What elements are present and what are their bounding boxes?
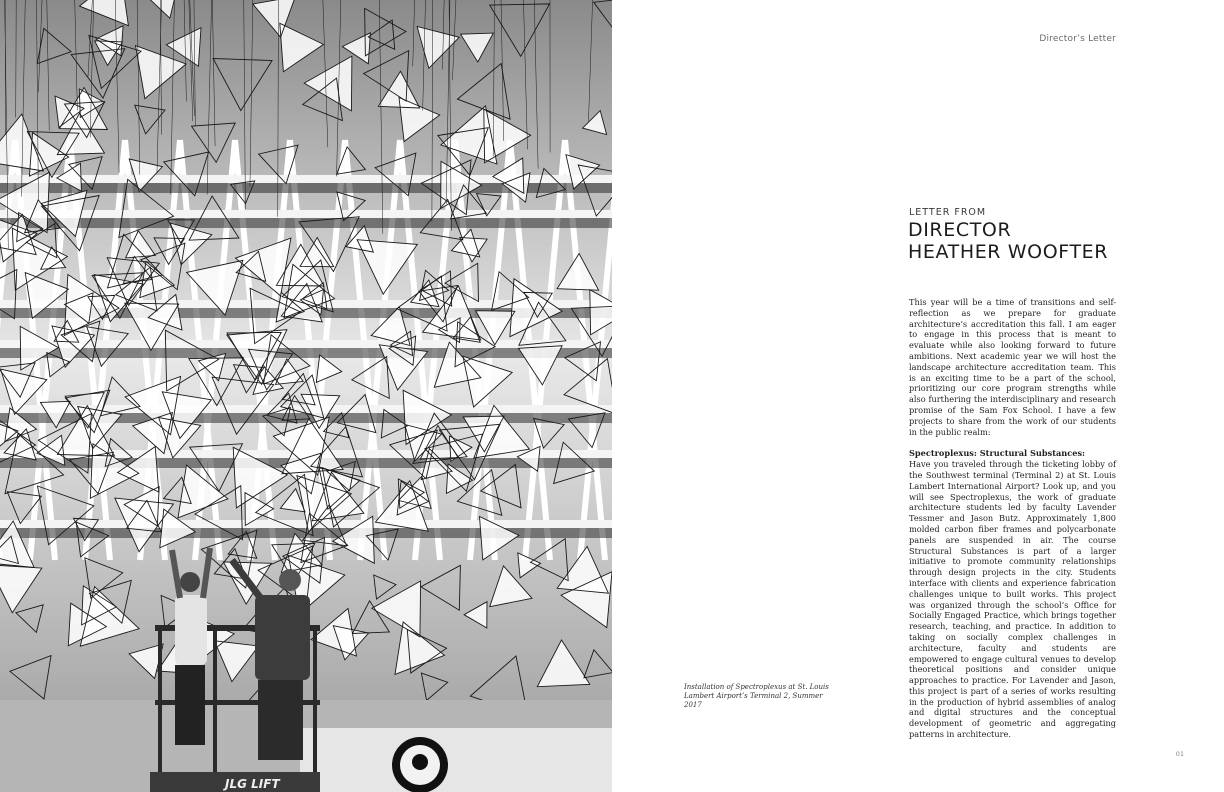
lift-brand-text: JLG LIFT [225,777,280,791]
title-line: DIRECTOR [908,219,1012,241]
page-title [908,219,1108,263]
section-subhead: Spectroplexus: Structural Substances: [909,448,1086,459]
intro-paragraph: This year will be a time of transitions and self-reflection as we prepare for graduate architecture’s accreditation this fall. I am eager to engage in this process that is meant to evaluate while also looking forward to future ambitions. Next academic year we will host the landscape architecture accreditation team. This is an exciting time to be a part of the school, prioritizing our core program strengths while also furthering the interdisciplinary and research promise of the Sam Fox School. I have a few projects to share from the work of our students in the public realm: [909,297,1116,437]
counter-wall [300,728,612,792]
section-paragraph: Have you traveled through the ticketing lobby of the Southwest terminal (Terminal 2) at St. Louis Lambert International Airport? Look up, and you will see Spectroplexus, the work of graduate architecture students led by faculty Lavender Tessmer and Jason Butz. Approximately 1,800 molded carbon fiber frames and polycarbonate panels are suspended in air. The course Structural Substances is part of a larger initiative to promote community relationships through design projects in the city. Students interface with clients and experience fabrication challenges unique to built works. This project was organized through the school’s Office for Socially Engaged Practice, which brings together research, teaching, and practice. In addition to taking on socially complex challenges in architecture, faculty and students are empowered to engage cultural venues to develop theoretical positions and consider unique approaches to practice. For Lavender and Jason, this project is part of a series of works resulting in the production of hybrid assemblies of analog and digital structures and the conceptual development of geometric and aggregating patterns in architecture. [909,459,1116,740]
worker-left [172,548,210,745]
title-line: HEATHER WOOFTER [908,241,1109,263]
letter-body [909,297,1116,740]
kicker-label: LETTER FROM [909,207,987,218]
running-head: Director’s Letter [1039,34,1116,44]
photo-caption: Installation of Spectroplexus at St. Louis Lambert Airport’s Terminal 2, Summer 2017 [684,683,829,709]
letter-page [612,0,1224,792]
page-number: 01 [1175,750,1184,758]
